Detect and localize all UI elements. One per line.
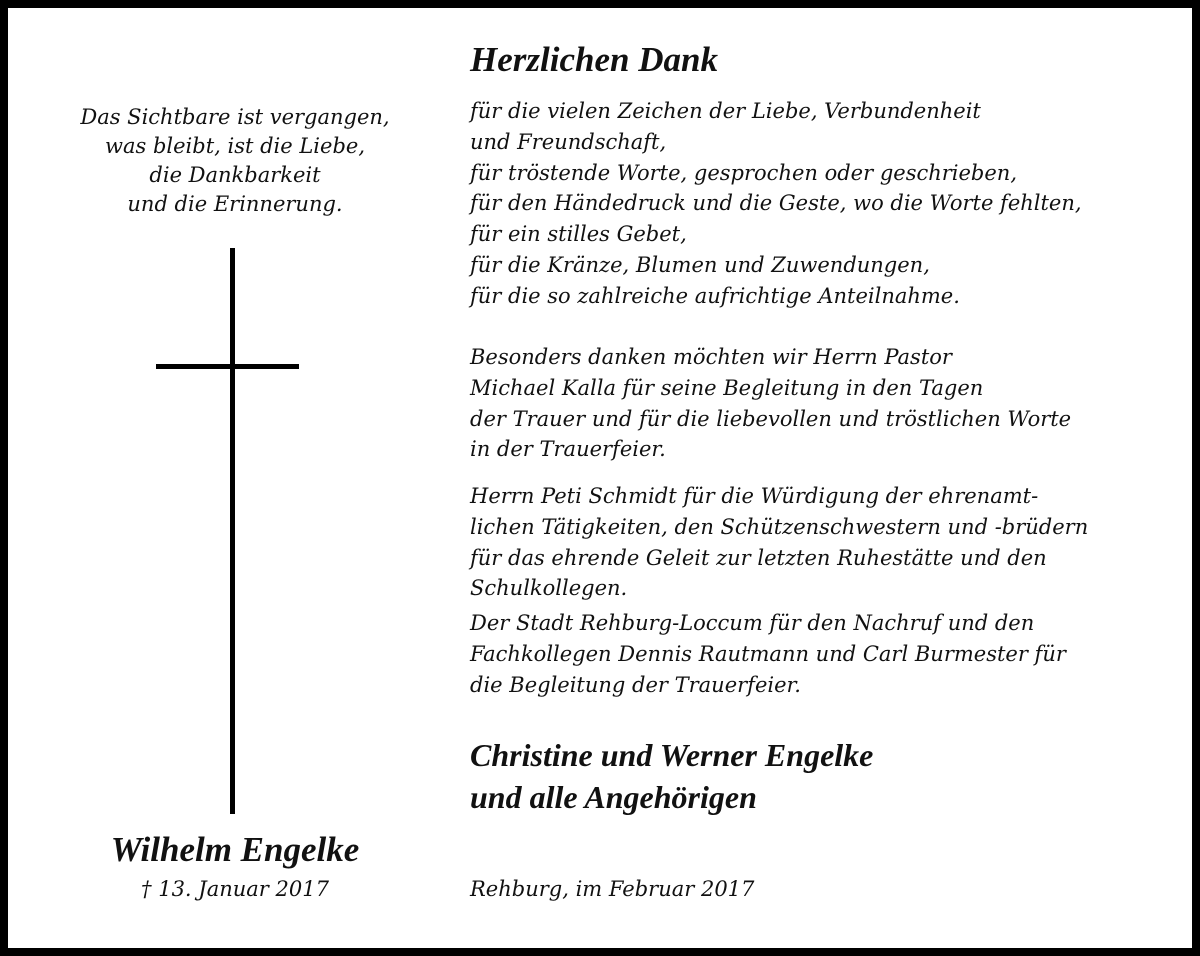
family-signature [470,734,873,818]
cross-icon [28,8,442,948]
city-paragraph [470,608,1066,700]
poem-line: und die Erinnerung. [127,192,343,216]
text-line: für die Kränze, Blumen und Zuwendungen, [470,252,930,277]
text-line: für das ehrende Geleit zur letzten Ruhestätte und den [470,545,1047,570]
cross-vertical-bar [230,248,235,814]
place-date: Rehburg, im Februar 2017 [470,877,755,901]
signature-line: Christine und Werner Engelke [470,737,874,773]
text-line: für den Händedruck und die Geste, wo die Worte fehlten, [470,191,1082,216]
text-line: Besonders danken möchten wir Herrn Pastor [470,345,952,369]
text-line: Schulkollegen. [470,576,628,601]
text-line: lichen Tätigkeiten, den Schützenschwestern und -brüdern [470,514,1089,539]
text-line: für ein stilles Gebet, [470,222,687,247]
death-date: † 13. Januar 2017 [141,877,329,901]
text-line: in der Trauerfeier. [470,437,666,462]
cross-horizontal-bar [156,364,299,369]
text-line: die Begleitung der Trauerfeier. [470,672,801,697]
text-line: für tröstende Worte, gesprochen oder geschrieben, [470,160,1018,185]
text-line: Der Stadt Rehburg-Loccum für den Nachruf und den [470,611,1035,635]
text-line: Herrn Peti Schmidt für die Würdigung der ehrenamt- [470,484,1039,508]
poem-line: die Dankbarkeit [149,163,321,187]
text-line: für die vielen Zeichen der Liebe, Verbundenheit [470,99,981,123]
right-column [470,8,1190,948]
text-line: Fachkollegen Dennis Rautmann und Carl Burmester für [470,641,1066,666]
text-line: und Freundschaft, [470,129,667,154]
pastor-paragraph [470,342,1071,465]
left-column [28,8,442,948]
signature-line: und alle Angehörigen [470,779,757,815]
poem-line: Das Sichtbare ist vergangen, [80,105,390,129]
thanks-paragraph [470,96,1082,312]
deceased-name: Wilhelm Engelke [110,830,360,869]
text-line: Michael Kalla für seine Begleitung in den Tagen [470,375,984,400]
poem-line: was bleibt, ist die Liebe, [105,134,365,158]
thanks-heading: Herzlichen Dank [470,40,718,79]
text-line: der Trauer und für die liebevollen und tröstlichen Worte [470,406,1072,431]
honor-paragraph [470,481,1088,604]
text-line: für die so zahlreiche aufrichtige Anteilnahme. [470,283,960,308]
